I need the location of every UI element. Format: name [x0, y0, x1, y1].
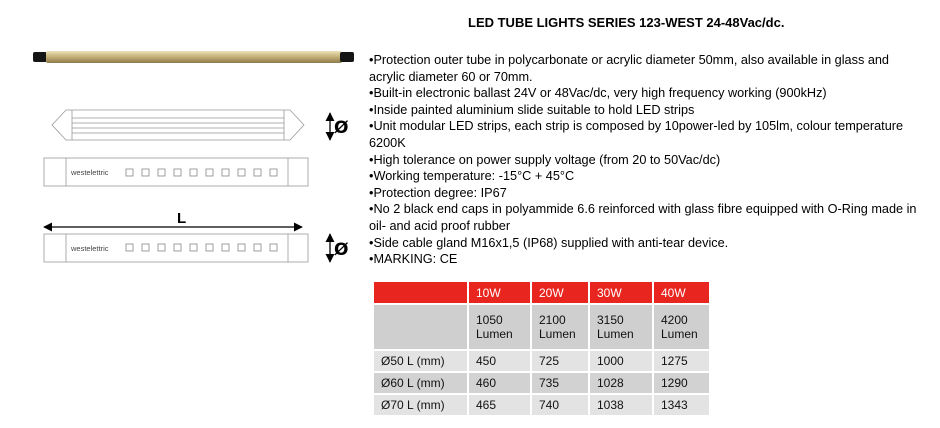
- side-view-drawing: [52, 110, 304, 140]
- feature-item: • No 2 black end caps in polyammide 6.6 reinforced with glass fibre equipped with O-Ring made in oil- and acid proof rubber: [369, 201, 917, 234]
- feature-list: [369, 52, 917, 268]
- feature-item: • Working temperature: -15°C + 45°C: [369, 168, 917, 185]
- table-header-row: [374, 282, 709, 303]
- header-cell: [374, 282, 467, 303]
- table-cell: 1038: [590, 395, 652, 415]
- table-cell: [374, 305, 467, 349]
- table-cell: [654, 305, 709, 349]
- brand-label-front: westelettric: [71, 168, 109, 177]
- length-label: L: [177, 210, 187, 227]
- table-cell: 1028: [590, 373, 652, 393]
- table-cell: [532, 305, 588, 349]
- product-drawings: [0, 0, 360, 280]
- table-cell: 1275: [654, 351, 709, 371]
- table-cell: [469, 305, 530, 349]
- lumen-value: 2100: [539, 313, 566, 327]
- feature-item: • Protection outer tube in polycarbonate or acrylic diameter 50mm, also available in glass and acrylic diameter 60 or 70mm.: [369, 52, 917, 85]
- table-cell: [590, 305, 652, 349]
- lumen-unit: Lumen: [539, 327, 576, 341]
- specs-table: [372, 280, 711, 417]
- table-cell: 735: [532, 373, 588, 393]
- tube-photo: [33, 51, 354, 63]
- feature-item: • MARKING: CE: [369, 251, 917, 268]
- table-row: [374, 351, 709, 371]
- front-view-drawing-2: [44, 234, 308, 262]
- header-cell: 10W: [469, 282, 530, 303]
- diameter-symbol-bottom: Ø: [334, 240, 349, 260]
- row-label: Ø50 L (mm): [374, 351, 467, 371]
- table-cell: 465: [469, 395, 530, 415]
- lumen-value: 4200: [661, 313, 688, 327]
- front-view-drawing: [44, 158, 308, 186]
- table-cell: 740: [532, 395, 588, 415]
- feature-item: • Unit modular LED strips, each strip is composed by 10power-led by 105lm, colour temperature 6200K: [369, 118, 917, 151]
- lumen-value: 1050: [476, 313, 503, 327]
- lumen-unit: Lumen: [476, 327, 513, 341]
- table-cell: 460: [469, 373, 530, 393]
- header-cell: 30W: [590, 282, 652, 303]
- page-title: LED TUBE LIGHTS SERIES 123-WEST 24-48Vac/dc.: [468, 15, 785, 30]
- lumen-unit: Lumen: [661, 327, 698, 341]
- table-cell: 725: [532, 351, 588, 371]
- row-label: Ø60 L (mm): [374, 373, 467, 393]
- lumen-row: [374, 305, 709, 349]
- brand-label-bottom: westelettric: [71, 244, 109, 253]
- row-label: Ø70 L (mm): [374, 395, 467, 415]
- table-cell: 1000: [590, 351, 652, 371]
- feature-item: • High tolerance on power supply voltage (from 20 to 50Vac/dc): [369, 152, 917, 169]
- table-row: [374, 395, 709, 415]
- table-cell: 1290: [654, 373, 709, 393]
- table-row: [374, 373, 709, 393]
- lumen-value: 3150: [597, 313, 624, 327]
- table-cell: 1343: [654, 395, 709, 415]
- feature-item: • Protection degree: IP67: [369, 185, 917, 202]
- diameter-symbol-top: Ø: [334, 118, 349, 138]
- feature-item: • Inside painted aluminium slide suitable to hold LED strips: [369, 102, 917, 119]
- feature-item: • Side cable gland M16x1,5 (IP68) supplied with anti-tear device.: [369, 235, 917, 252]
- header-cell: 40W: [654, 282, 709, 303]
- table-cell: 450: [469, 351, 530, 371]
- header-cell: 20W: [532, 282, 588, 303]
- feature-item: • Built-in electronic ballast 24V or 48Vac/dc, very high frequency working (900kHz): [369, 85, 917, 102]
- lumen-unit: Lumen: [597, 327, 634, 341]
